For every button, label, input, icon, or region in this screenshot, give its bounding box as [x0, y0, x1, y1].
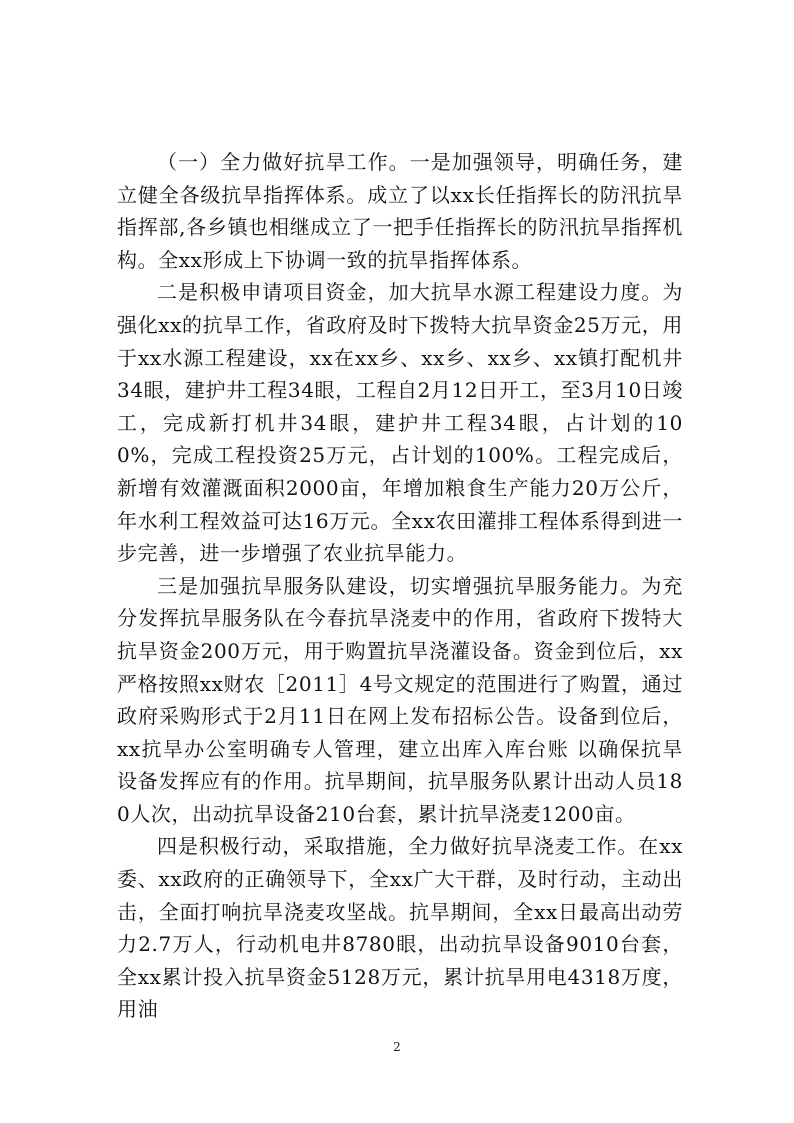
paragraph-leadership: （一）全力做好抗旱工作。一是加强领导，明确任务，建立健全各级抗旱指挥体系。成立了以xx长任指挥长的防汛抗旱指挥部,各乡镇也相继成立了一把手任指挥长的防汛抗旱指挥机构。全xx形成上下协调一致的抗旱指挥体系。 [117, 150, 683, 272]
paragraph-active-measures: 四是积极行动，采取措施，全力做好抗旱浇麦工作。在xx委、xx政府的正确领导下，全xx广大干群，及时行动，主动出击，全面打响抗旱浇麦攻坚战。抗旱期间，全xx日最高出动劳力2.7万人，行动机电井8780眼，出动抗旱设备9010台套，全xx累计投入抗旱资金5128万元，累计抗旱用电4318万度，用油 [117, 834, 683, 1022]
paragraph-service-team: 三是加强抗旱服务队建设，切实增强抗旱服务能力。为充分发挥抗旱服务队在今春抗旱浇麦中的作用，省政府下拨特大抗旱资金200万元，用于购置抗旱浇灌设备。资金到位后，xx严格按照xx财农［2011］4号文规定的范围进行了购置，通过政府采购形式于2月11日在网上发布招标公告。设备到位后，xx抗旱办公室明确专人管理，建立出库入库台账 以确保抗旱设备发挥应有的作用。抗旱期间，抗旱服务队累计出动人员180人次，出动抗旱设备210台套，累计抗旱浇麦1200亩。 [117, 573, 683, 826]
paragraph-project-funding: 二是积极申请项目资金，加大抗旱水源工程建设力度。为强化xx的抗旱工作，省政府及时下拨特大抗旱资金25万元，用于xx水源工程建设，xx在xx乡、xx乡、xx乡、xx镇打配机井34眼，建护井工程34眼，工程自2月12日开工，至3月10日竣工，完成新打机井34眼，建护井工程34眼，占计划的100%，完成工程投资25万元，占计划的100%。工程完成后，新增有效灌溉面积2000亩，年增加粮食生产能力20万公斤，年水利工程效益可达16万元。全xx农田灌排工程体系得到进一步完善，进一步增强了农业抗旱能力。 [117, 280, 683, 566]
page-number: 2 [393, 1040, 401, 1054]
document-body [117, 146, 683, 1026]
